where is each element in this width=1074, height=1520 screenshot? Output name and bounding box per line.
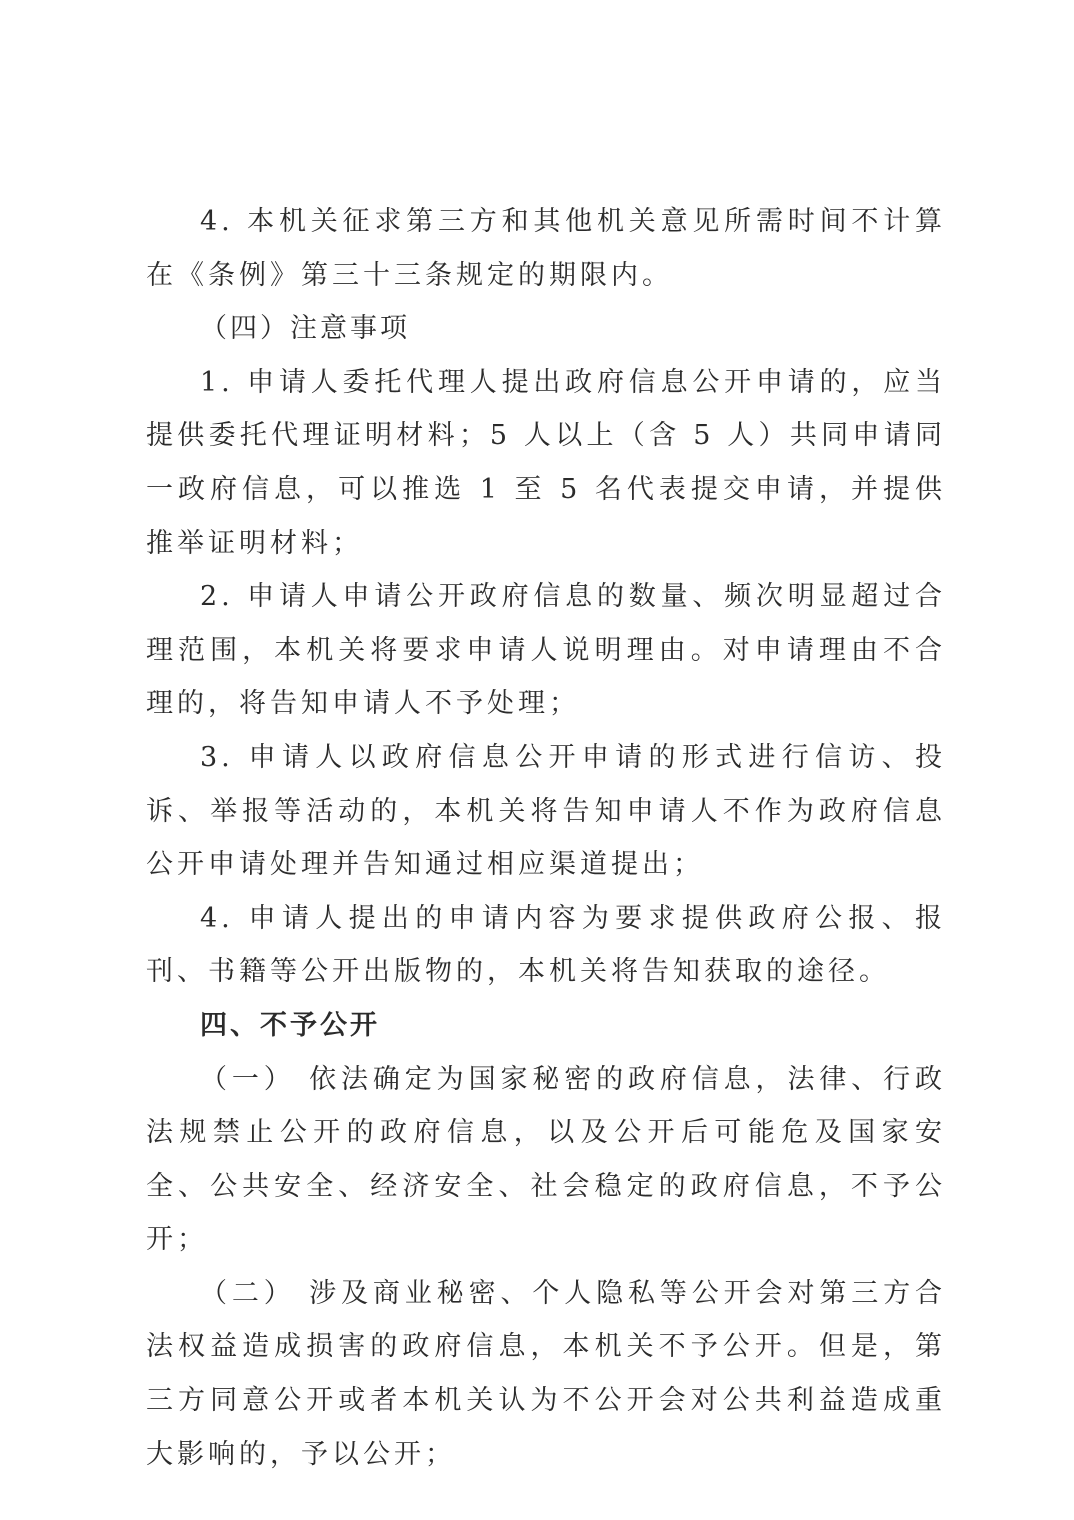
paragraph-consultation-time: 4. 本机关征求第三方和其他机关意见所需时间不计算在《条例》第三十三条规定的期限内。	[146, 206, 946, 291]
paragraph-state-secrets: （一） 依法确定为国家秘密的政府信息，法律、行政法规禁止公开的政府信息，以及公开后可能危及国家安全、公共安全、经济安全、社会稳定的政府信息，不予公开；	[146, 1063, 946, 1256]
paragraph-petition-form: 3. 申请人以政府信息公开申请的形式进行信访、投诉、举报等活动的，本机关将告知申请人不作为政府信息公开申请处理并告知通过相应渠道提出；	[146, 741, 946, 881]
paragraph-publications: 4. 申请人提出的申请内容为要求提供政府公报、报刊、书籍等公开出版物的，本机关将告知获取的途径。	[146, 902, 946, 988]
paragraph-agent-authorization: 1. 申请人委托代理人提出政府信息公开申请的，应当提供委托代理证明材料；5 人以上（含 5 人）共同申请同一政府信息，可以推选 1 至 5 名代表提交申请，并提供推举证明材料；	[146, 366, 946, 559]
paragraph-excessive-requests: 2. 申请人申请公开政府信息的数量、频次明显超过合理范围，本机关将要求申请人说明理由。对申请理由不合理的，将告知申请人不予处理；	[146, 581, 946, 720]
paragraph-commercial-secrets: （二） 涉及商业秘密、个人隐私等公开会对第三方合法权益造成损害的政府信息，本机关不予公开。但是，第三方同意公开或者本机关认为不公开会对公共利益造成重大影响的，予以公开；	[146, 1277, 946, 1470]
section-heading-nondisclosure: 四、不予公开	[200, 1009, 380, 1041]
document-body	[146, 195, 946, 1481]
section-heading-notes: （四）注意事项	[200, 313, 410, 345]
